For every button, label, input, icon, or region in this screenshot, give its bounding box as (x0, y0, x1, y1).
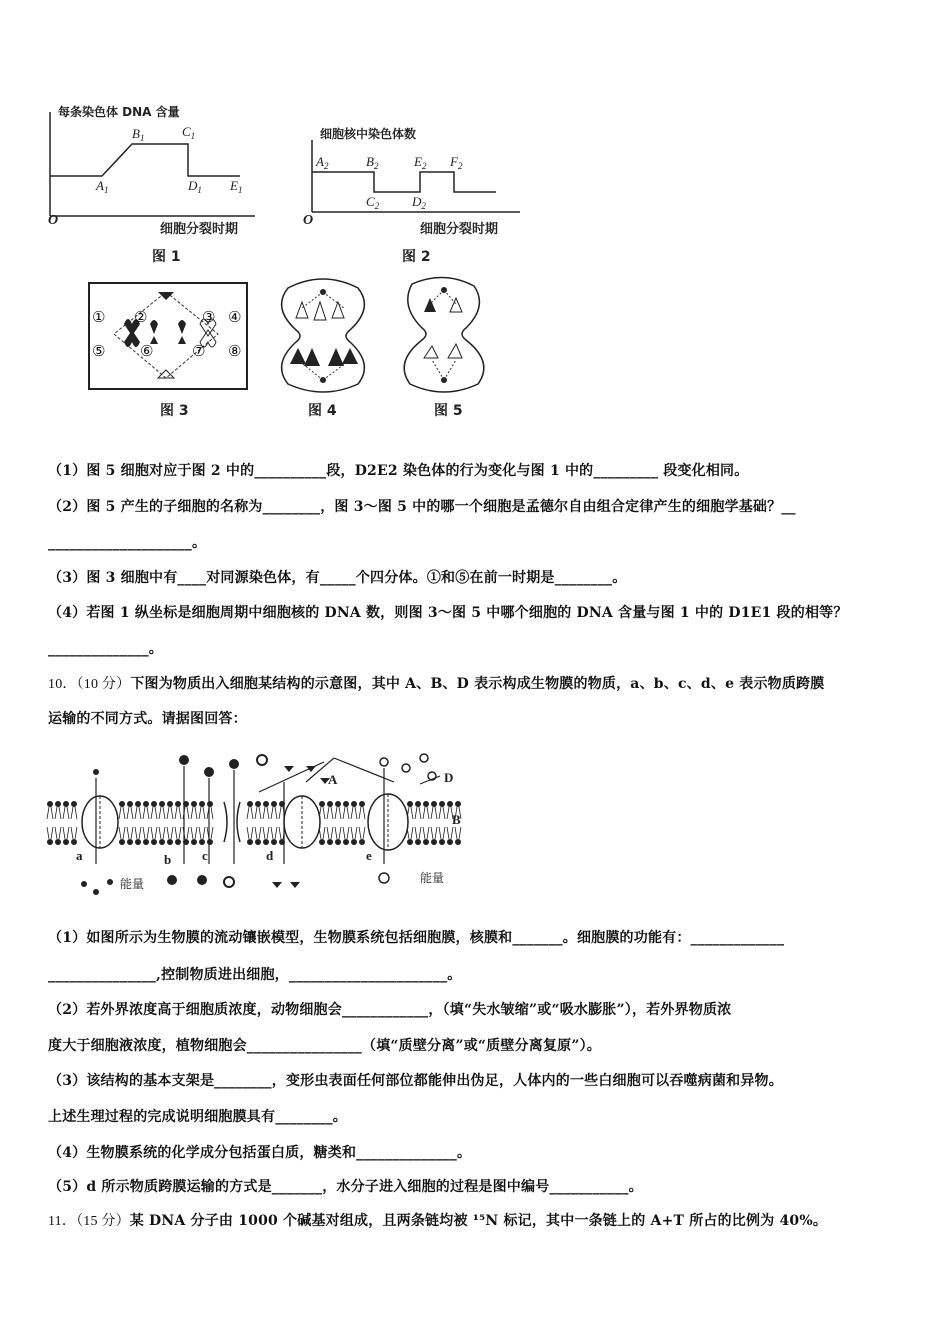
fig1-graph (40, 112, 270, 232)
question-9-4-cont: ______________。 (48, 641, 163, 657)
svg-text:D1: $D_1$ (188, 178, 202, 195)
svg-text:B: B (452, 812, 461, 827)
question-11-number: 11．（15 分） (48, 1214, 130, 1229)
question-10-text: 下图为物质出入细胞某结构的示意图，其中 A、B、D 表示构成生物膜的物质，a、b、c、d、e 表示物质跨膜 (130, 676, 825, 692)
fig3-num-3: ③ (202, 308, 216, 326)
fig2-x-title: 细胞分裂时期 (420, 222, 499, 237)
fig2-origin: O (303, 213, 314, 228)
svg-text:B1: $B_1$ (132, 126, 145, 143)
svg-text:A2: $A_2$ (316, 154, 329, 171)
membrane-energy-label-1: 能量 (120, 877, 145, 891)
svg-text:c: c (202, 848, 208, 863)
fig4-cell (270, 278, 376, 396)
svg-text:A1: $A_1$ (96, 178, 109, 195)
question-10-1-cont: _______________,控制物质进出细胞，______________________。 (48, 967, 462, 983)
question-10-4: （4）生物膜系统的化学成分包括蛋白质，糖类和______________。 (48, 1145, 472, 1161)
question-9-2: （2）图 5 产生的子细胞的名称为________，图 3～图 5 中的哪一个细胞是孟德尔自由组合定律产生的细胞学基础？__ (48, 499, 796, 515)
fig3-num-1: ① (92, 308, 106, 326)
question-10-stem-cont: 运输的不同方式。请据图回答： (48, 711, 247, 727)
fig3-caption: 图 3 (160, 403, 189, 419)
question-9-4: （4）若图 1 纵坐标是细胞周期中细胞核的 DNA 数，则图 3～图 5 中哪个细胞的 DNA 含量与图 1 中的 D1E1 段的相等？ (48, 605, 848, 621)
question-10-3: （3）该结构的基本支架是________，变形虫表面任何部位都能伸出伪足，人体内的一些白细胞可以吞噬病菌和异物。 (48, 1073, 783, 1089)
svg-text:F2: $F_2$ (450, 154, 463, 171)
question-9-1: （1）图 5 细胞对应于图 2 中的__________段，D2E2 染色体的行为变化与图 1 中的_________ 段变化相同。 (48, 463, 749, 479)
fig3-cell (88, 282, 248, 392)
fig3-num-6: ⑥ (140, 342, 154, 360)
svg-text:d: d (266, 848, 274, 863)
svg-text:E2: $E_2$ (414, 154, 427, 171)
svg-text:D: D (444, 770, 454, 785)
fig2-caption: 图 2 (402, 249, 431, 265)
question-9-2-cont: ____________________。 (48, 535, 207, 551)
fig3-num-2: ② (134, 308, 148, 326)
question-9-3: （3）图 3 细胞中有____对同源染色体，有_____个四分体。①和⑤在前一时期是________。 (48, 570, 627, 586)
svg-text:E1: $E_1$ (230, 178, 243, 195)
fig3-num-7: ⑦ (192, 342, 206, 360)
svg-text:a: a (76, 848, 83, 863)
fig5-caption: 图 5 (434, 403, 463, 419)
svg-text:B2: $B_2$ (366, 154, 379, 171)
fig1-y-title: 每条染色体 DNA 含量 (58, 105, 180, 119)
question-10-number: 10．（10 分） (48, 677, 131, 692)
fig1-x-title: 细胞分裂时期 (160, 222, 239, 237)
question-11-text: 某 DNA 分子由 1000 个碱基对组成，且两条链均被 ¹⁵N 标记，其中一条链上的 A+T 所占的比例为 40%。 (129, 1213, 828, 1229)
svg-text:C2: $C_2$ (366, 194, 380, 211)
fig2-y-title: 细胞核中染色体数 (320, 127, 417, 141)
svg-text:C1: $C_1$ (182, 124, 196, 141)
question-10-3-cont: 上述生理过程的完成说明细胞膜具有________。 (48, 1109, 347, 1125)
svg-text:b: b (164, 852, 172, 867)
fig3-num-5: ⑤ (92, 342, 106, 360)
question-10-2-cont: 度大于细胞液浓度，植物细胞会________________（填“质壁分离”或“质壁分离复原”）。 (48, 1038, 602, 1054)
membrane-energy-label-2: 能量 (420, 871, 445, 885)
question-10-1: （1）如图所示为生物膜的流动镶嵌模型，生物膜系统包括细胞膜，核膜和_______。细胞膜的功能有：_____________ (48, 930, 785, 946)
fig5-cell (392, 276, 496, 396)
fig1-caption: 图 1 (152, 249, 181, 265)
question-10-2: （2）若外界浓度高于细胞质浓度，动物细胞会____________，（填“失水皱缩”或“吸水膨胀”），若外界物质浓 (48, 1002, 732, 1018)
fig4-caption: 图 4 (308, 403, 337, 419)
fig1-origin: O (48, 213, 59, 228)
membrane-diagram (44, 752, 474, 902)
question-10-stem (48, 673, 824, 693)
question-10-5: （5）d 所示物质跨膜运输的方式是_______，水分子进入细胞的过程是图中编号___________。 (48, 1179, 643, 1195)
svg-text:e: e (366, 848, 372, 863)
fig3-num-4: ④ (228, 308, 242, 326)
fig3-num-8: ⑧ (228, 342, 242, 360)
question-11-stem (48, 1210, 827, 1230)
svg-text:A: A (328, 772, 338, 787)
svg-text:D2: $D_2$ (412, 194, 426, 211)
fig2-graph (300, 140, 530, 220)
